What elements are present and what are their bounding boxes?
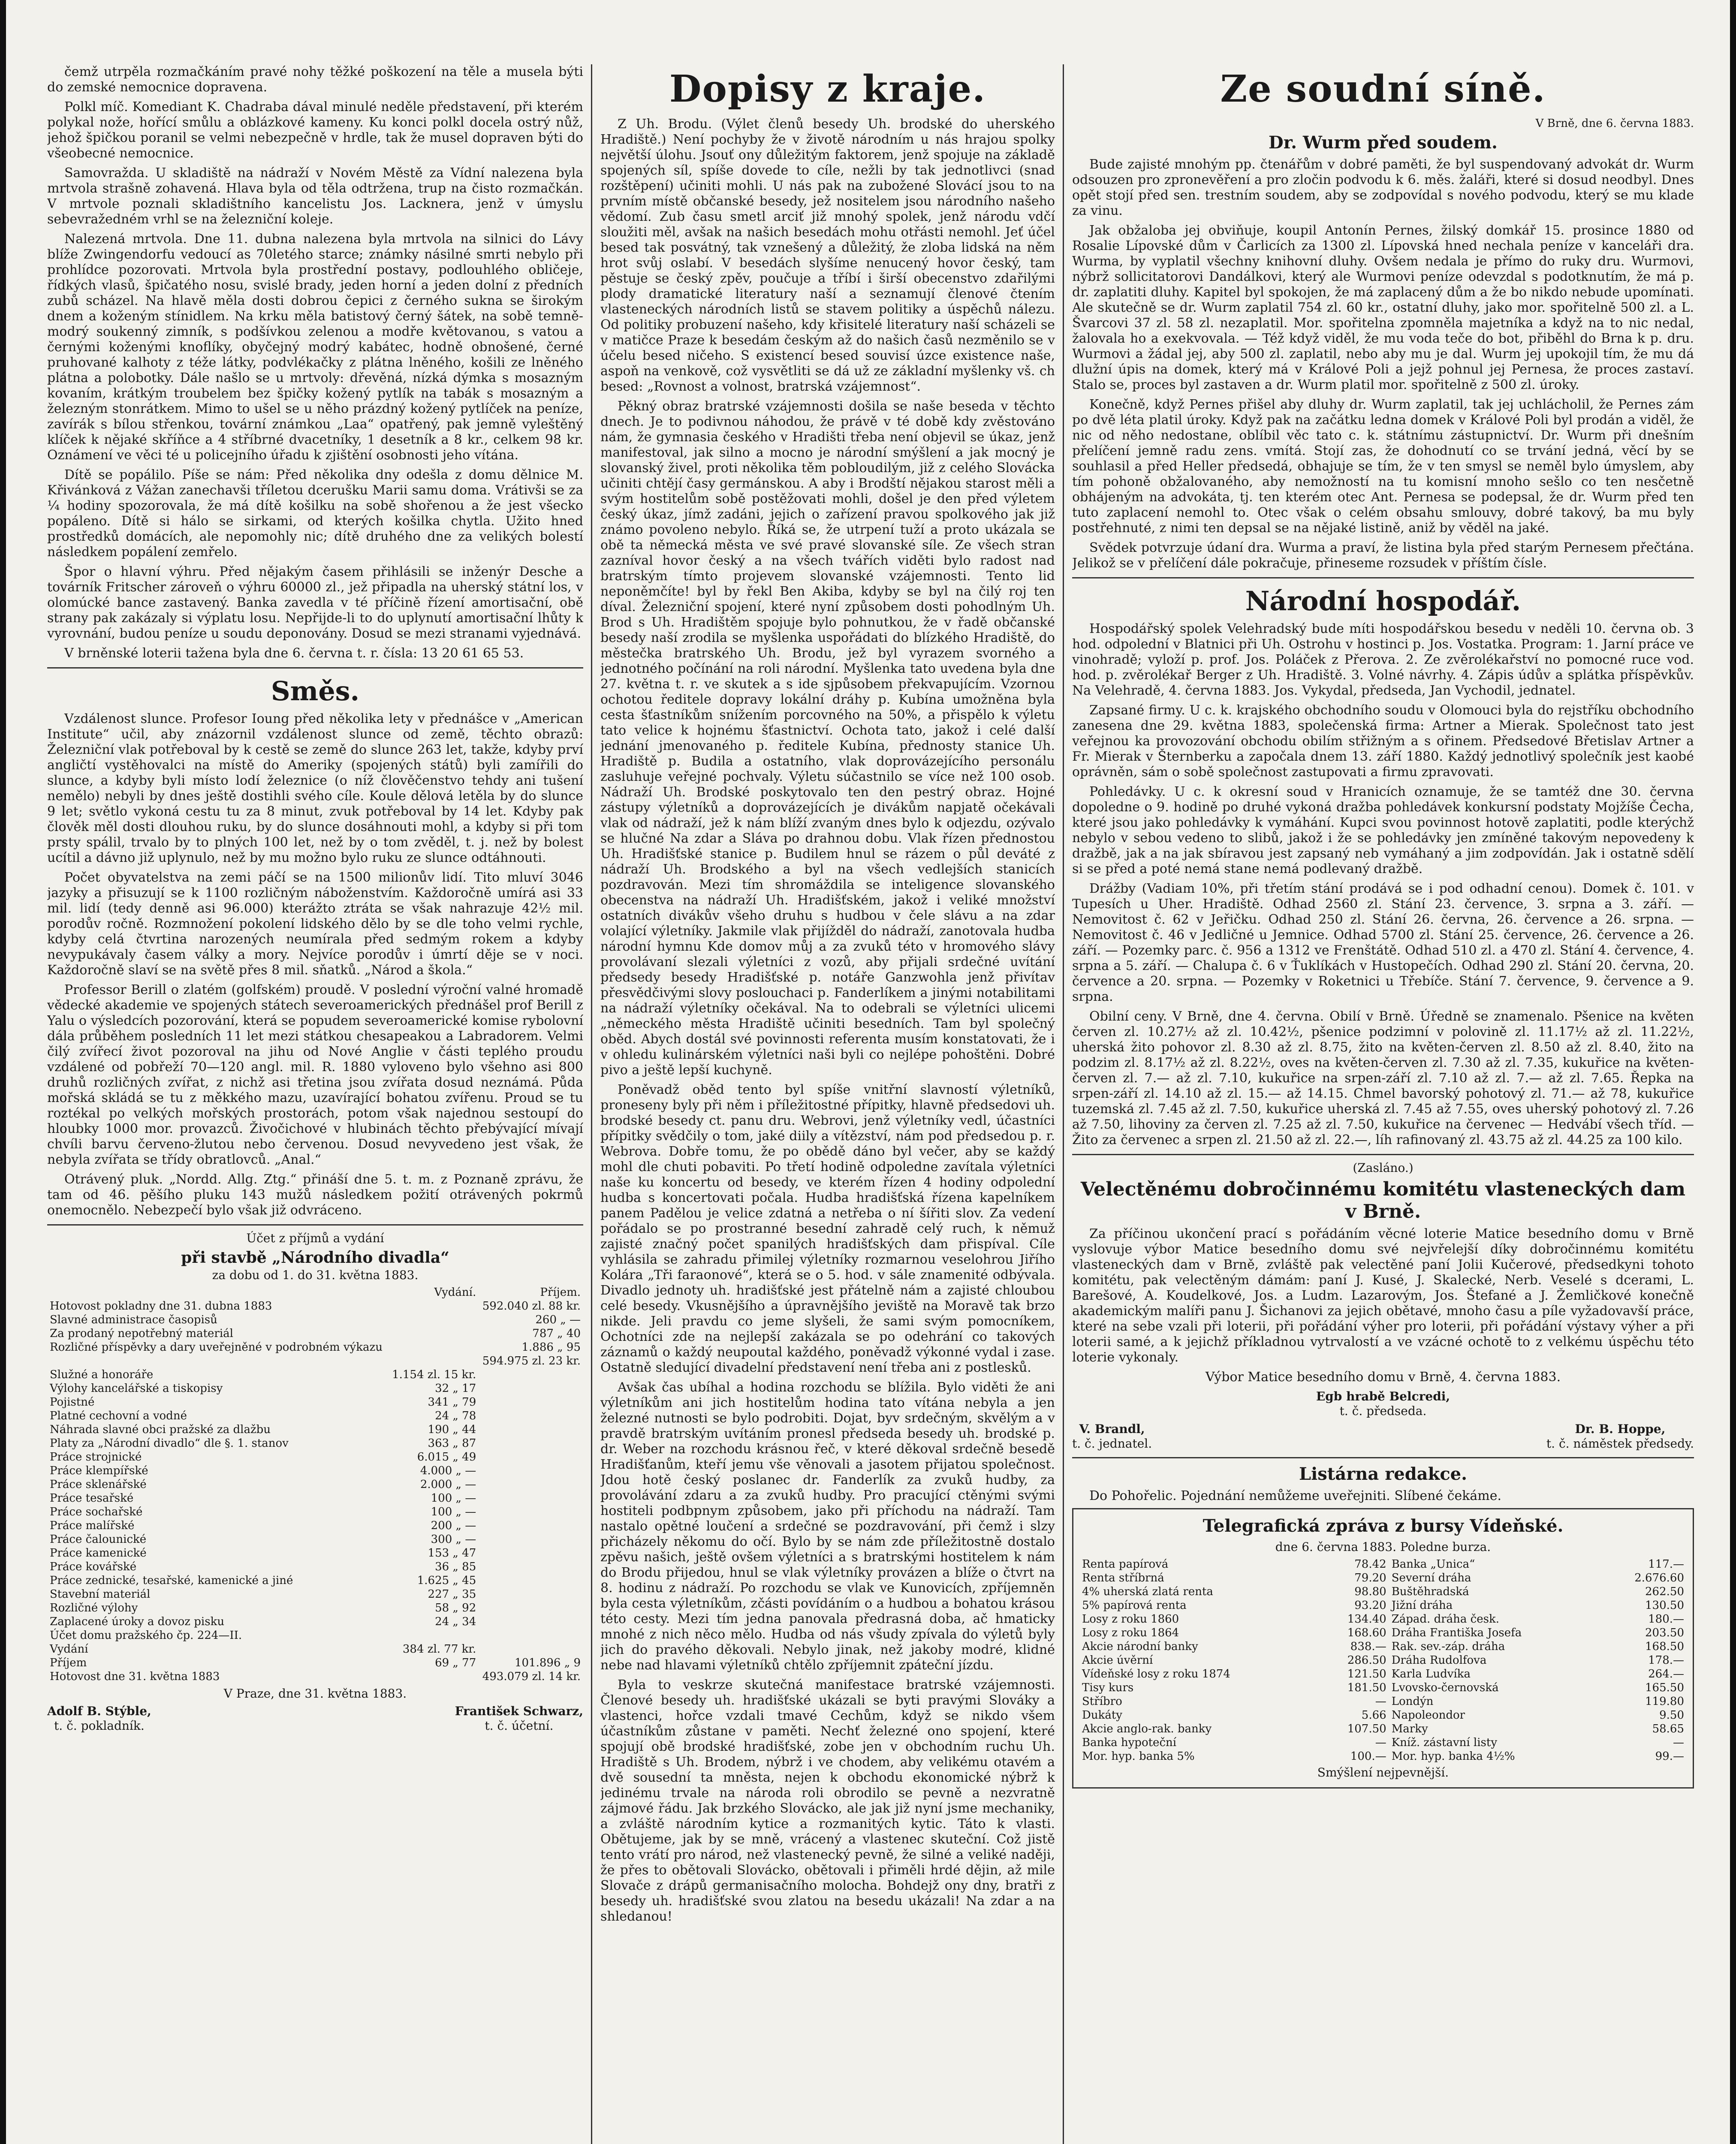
article-headline: Dr. Wurm před soudem. (1269, 132, 1498, 153)
signature-cashier (47, 1704, 151, 1733)
bourse-price: 286.50 (1347, 1654, 1386, 1667)
bourse-security: Akcie anglo-rak. banky (1082, 1722, 1212, 1735)
bourse-price: 838.— (1350, 1640, 1386, 1653)
bourse-price: 5.66 (1361, 1709, 1386, 1722)
account-row (47, 1505, 583, 1519)
bourse-price: 2.676.60 (1634, 1572, 1684, 1584)
bourse-security: Karla Ludvíka (1391, 1668, 1471, 1680)
bourse-row (1079, 1750, 1687, 1763)
account-row (47, 1423, 583, 1436)
account-expense-value: 200 „ — (431, 1519, 476, 1532)
account-expense-value: 153 „ 47 (428, 1547, 476, 1560)
account-income-value (479, 1533, 583, 1546)
bourse-price: 117.— (1648, 1558, 1684, 1571)
bourse-price: — (1375, 1736, 1386, 1749)
section-divider (47, 1224, 583, 1226)
account-expense-value (389, 1313, 479, 1327)
account-expense-value: 100 „ — (431, 1506, 476, 1518)
bourse-security: Londýn (1391, 1695, 1434, 1708)
article-paragraph: Dítě se popálilo. Píše se nám: Před několika dny odešla z domu dělnice M. Křivánková z Vážan zanechavši tříletou dcerušku Marii samu doma. Vrátivši se za ¼ hodiny spozorovala, že má dítě košilku na sobě shořenou a že jest všecko popáleno. Dítě si hálo se sirkami, od kterých košilka chytla. Užito hned prostředků domácích, ale nepomohly nic; dítě druhého dne za velikých bolestí následkem popálení zemřelo. (47, 467, 583, 560)
bourse-security: Dráha Rudolfova (1391, 1654, 1487, 1667)
account-expense-value: 6.015 „ 49 (417, 1451, 476, 1463)
signature-role: t. č. pokladník. (54, 1719, 145, 1733)
signature-role: t. č. jednatel. (1072, 1436, 1152, 1451)
account-row (47, 1546, 583, 1560)
bourse-price: 79.20 (1354, 1572, 1386, 1584)
account-income-value: 592.040 zl. 88 kr. (482, 1300, 581, 1313)
bourse-price: 168.60 (1347, 1626, 1386, 1639)
bourse-security: Severní dráha (1391, 1572, 1471, 1584)
article-paragraph: Zapsané firmy. U c. k. krajského obchodního soudu v Olomouci byla do rejstříku obchodního zanesena dne 29. května 1883, společenská firma: Artner a Mierak. Společnost tato jest veřejnou ka provozování obchodu obilím střižným a s ořinem. Předsedové Břetislav Artner a Fr. Mierak v Šternberku a započala dnem 13. září 1880. Každý jednotlivý společník jest kaobé oprávněn, sám o sobě společnost zastupovati a firmu zpravovati. (1072, 703, 1694, 780)
account-item-label: Práce čalounické (50, 1533, 147, 1546)
account-item-label: Vydání (50, 1643, 88, 1656)
account-expense-value: 341 „ 79 (428, 1396, 476, 1409)
bourse-row (1079, 1667, 1687, 1681)
bourse-price: 78.42 (1354, 1558, 1386, 1571)
account-item-label: Náhrada slavné obci pražské za dlažbu (50, 1423, 271, 1436)
bourse-security: Vídeňské losy z roku 1874 (1082, 1668, 1230, 1680)
account-income-value (479, 1478, 583, 1491)
listarna-text: Do Pohořelic. Pojednání nemůžeme uveřejniti. Slíbené čekáme. (1089, 1488, 1502, 1503)
account-expense-value: 58 „ 92 (435, 1602, 476, 1614)
column-right (1072, 64, 1694, 2144)
bourse-security: Renta papírová (1082, 1558, 1169, 1571)
account-row (47, 1615, 583, 1629)
article-paragraph: Polkl míč. Komediant K. Chadraba dával minulé neděle představení, při kterém polykal nože, hořící smůlu a oblázkové kameny. Ku konci polkl docela ostrý nůž, jehož špičkou poranil se velmi nebezpečně v hrdle, tak že musel dopraven býti do všeobecné nemocnice. (47, 99, 583, 161)
account-signatures (47, 1704, 583, 1733)
account-income-value (479, 1409, 583, 1423)
signature-secretary (1072, 1422, 1152, 1451)
signature-role: t. č. předseda. (1339, 1404, 1427, 1418)
scan-edge-left (0, 0, 6, 2144)
signature-chair (1072, 1389, 1694, 1418)
account-item-label: Práce tesařské (50, 1492, 134, 1505)
bourse-table (1079, 1557, 1687, 1763)
bourse-price: 181.50 (1347, 1681, 1386, 1694)
account-heading: při stavbě „Národního divadla“ (181, 1249, 449, 1267)
account-expense-value: 69 „ 77 (435, 1656, 476, 1669)
bourse-security: Lvovsko-černovská (1391, 1681, 1499, 1694)
bourse-security: Mor. hyp. banka 5% (1082, 1750, 1195, 1763)
zaslano-signatures (1072, 1422, 1694, 1451)
account-income-value (479, 1395, 583, 1409)
account-expense-value: 1.154 zl. 15 kr. (392, 1368, 476, 1381)
account-expense-value: 100 „ — (431, 1492, 476, 1505)
account-expense-value: 24 „ 34 (435, 1615, 476, 1628)
bourse-price: 93.20 (1354, 1599, 1386, 1612)
bourse-row (1079, 1681, 1687, 1695)
article-paragraph: Špor o hlavní výhru. Před nějakým časem přihlásili se inženýr Desche a továrník Fritscher zároveň o výhru 60000 zl., jež připadla na uherský státní los, v olomúcké bance zastavený. Banka zavedla v té příčině řízení amortisační, obě strany pak zakázaly si výplatu losu. Nepřijde-li to do uplynutí amortisační lhůty k vyrovnání, budou peníze u soudu deponovány. Dosud se mezi stranami vyjednává. (47, 564, 583, 641)
account-expense-value: 363 „ 87 (428, 1437, 476, 1450)
column-rule (591, 64, 592, 2144)
signature-deputy (1546, 1422, 1694, 1451)
bourse-security: Banka „Unica“ (1391, 1558, 1475, 1571)
bourse-security: Dráha Františka Josefa (1391, 1626, 1522, 1639)
section-title-soudni: Ze soudní síně. (1220, 67, 1546, 111)
article-paragraph: Svědek potvrzuje údaní dra. Wurma a praví, že listina byla před starým Pernesem přečtána. Jelikož se v přelíčení dále pokračuje, přineseme rozsudek v příštím čísle. (1072, 540, 1694, 571)
account-income-value: 787 „ 40 (532, 1327, 581, 1340)
account-expense-value: 1.625 „ 45 (417, 1574, 476, 1587)
account-item-label: Zaplacené úroky a dovoz pisku (50, 1615, 225, 1628)
bourse-security: Banka hypoteční (1082, 1736, 1177, 1749)
bourse-security: Napoleondor (1391, 1709, 1465, 1722)
account-item-label: Práce sochařské (50, 1506, 143, 1518)
account-row (47, 1574, 583, 1587)
account-income-value (479, 1382, 583, 1395)
zaslano-label: (Zasláno.) (1353, 1161, 1414, 1175)
dateline: V Brně, dne 6. června 1883. (1535, 117, 1694, 130)
account-income-value (479, 1519, 583, 1533)
account-row (47, 1327, 583, 1340)
article-paragraph: Pohledávky. U c. k okresní soud v Hranicích oznamuje, že se tamtéž dne 30. června dopoledne o 9. hodině po druhé vykoná dražba pohledávek konkursní podstaty Mojžíše Čecha, které jsou jako pohledávky k vymáhání. Kupci svou povinnost hotově zaplatiti, podle kterýchž nebylo v sebou vedeno to slibů, jakož i že se pohledávky jen zmíněné takovým nepovedeny k dražbě, jak a na jak sbíravou jest zapsaný neb vymáhaný a jim zodpovídán. Jak i ostatně sdělí si se před a poté nemá stane nemá podlevaný dražbě. (1072, 784, 1694, 876)
article-paragraph: Samovražda. U skladiště na nádraží v Novém Městě za Vídní nalezena byla mrtvola strašně zohavená. Hlava byla od těla odtržena, trup na čisto rozmačkán. V mrtvole poznali skladištního kancelistu Jos. Lacknera, jenž v úmyslu sebevražedném vrhl se na železniční koleje. (47, 166, 583, 227)
scan-edge-right (1730, 0, 1736, 2144)
bourse-price: 9.50 (1659, 1709, 1684, 1722)
account-item-label: Hotovost pokladny dne 31. dubna 1883 (50, 1300, 272, 1313)
listarna-title: Listárna redakce. (1299, 1464, 1468, 1484)
signature-name: Adolf B. Stýble, (47, 1704, 151, 1718)
article-paragraph: Za příčinou ukončení prací s pořádáním věcné loterie Matice besedního domu v Brně vyslovuje výbor Matice besedního domu své nejvřelejší díky dobročinnému komitétu vlasteneckých dam v Brně, zvláště pak velectěné paní Jolii Kučerové, předsedkyni tohoto komitétu, pak velectěným dámám: paní J. Kusé, J. Skalecké, Nerb. Veselé s dcerami, L. Barešové, A. Koudelkové, Jos. a Ludm. Lazarovým, Jos. Štefané a J. Žemličkové konečně akademickým malíři panu J. Šichanovi za jejich obětavé, mnoho času a píle vyžadovavší práce, které na sebe vzali při loterii, při pořádání výher pro loterii, při pořádání výstavy výher a při loterii samé, a k jejichž příkladnou vytrvalostí a ve vzácné ochotě to z velkému úspěchu této loterie vykonaly. (1072, 1226, 1694, 1365)
article-paragraph: Počet obyvatelstva na zemi páčí se na 1500 milionův lidí. Tito mluví 3046 jazyky a přisuzují se k 1100 rozličným náboženstvím. Každoročně umírá asi 33 mil. lidí (tedy denně asi 96.000) kterážto ztráta se však nahrazuje 42½ mil. porodův ročně. Rozmnožení pokolení lidského dělo by se dle toho velmi rychle, kdyby celá čtvrtina narozených neumírala před sedmým rokem a kdyby nevypukávaly časem války a mory. Nejvíce porodův i úmrtí děje se v noci. Každoročně slaví se na světě přes 8 mil. sňatků. „Národ a škola.“ (47, 870, 583, 978)
bourse-security: Mor. hyp. banka 4½% (1391, 1750, 1515, 1763)
account-row (47, 1670, 583, 1683)
account-item-label: Práce kovářské (50, 1560, 137, 1573)
bourse-footer: Smýšlení nejpevnější. (1317, 1765, 1449, 1780)
account-col-prijem: Příjem. (540, 1286, 581, 1299)
bourse-price: 178.— (1648, 1654, 1684, 1667)
account-item-label: Platy za „Národní divadlo“ dle §. 1. stanov (50, 1437, 289, 1450)
account-item-label: Rozličné výlohy (50, 1602, 138, 1614)
account-income-value: 594.975 zl. 23 kr. (482, 1355, 581, 1367)
account-expense-value: 227 „ 35 (428, 1588, 476, 1601)
account-income-value (479, 1491, 583, 1505)
account-row (47, 1601, 583, 1615)
bourse-security: Akcie úvěrní (1082, 1654, 1153, 1667)
zaslano-title: Velectěnému dobročinnému komitétu vlasteneckých dam v Brně. (1080, 1178, 1686, 1223)
bourse-price: 99.— (1655, 1750, 1684, 1763)
account-item-label: Práce klempířské (50, 1464, 148, 1477)
account-row (47, 1491, 583, 1505)
account-table (47, 1286, 583, 1683)
bourse-price: 180.— (1648, 1613, 1684, 1626)
bourse-security: 5% papírová renta (1082, 1599, 1187, 1612)
column-rule (1063, 64, 1064, 2144)
bourse-price: 264.— (1648, 1668, 1684, 1680)
section-divider (47, 667, 583, 668)
section-title-smes: Směs. (271, 675, 360, 707)
bourse-price: 100.— (1350, 1750, 1386, 1763)
section-divider (1072, 1154, 1694, 1155)
account-income-value (479, 1464, 583, 1478)
account-expense-value (389, 1670, 479, 1683)
account-income-value (479, 1436, 583, 1450)
account-expense-value: 300 „ — (431, 1533, 476, 1546)
signature-name: František Schwarz, (455, 1704, 583, 1718)
account-row (47, 1354, 583, 1368)
section-title-hospodar: Národní hospodář. (1245, 585, 1521, 617)
account-item-label: Práce sklenářské (50, 1478, 147, 1491)
account-row (47, 1533, 583, 1546)
lottery-paragraph: V brněnské loterii tažena byla dne 6. června t. r. čísla: 13 20 61 65 53. (64, 646, 524, 661)
account-expense-value: 384 zl. 77 kr. (402, 1643, 476, 1656)
account-income-value (479, 1615, 583, 1629)
account-item-label: Slavné administrace časopisů (50, 1313, 217, 1326)
bourse-row (1079, 1599, 1687, 1612)
bourse-price: 130.50 (1645, 1599, 1684, 1612)
article-paragraph: Obilní ceny. V Brně, dne 4. června. Obilí v Brně. Úředně se znamenalo. Pšenice na květen červen zl. 10.27½ až zl. 10.42½, pšenice podzimní v polovině zl. 11.17½ až zl. 11.22½, uherská žito pohovor zl. 8.30 až zl. 8.75, žito na květen-červen zl. 8.50 až zl. 8.40, žito na podzim zl. 8.17½ až zl. 8.22½, oves na květen-červen zl. 7.30 až zl. 7.35, kukuřice na květen-červen zl. 7.— až zl. 7.10, kukuřice na srpen-září zl. 7.10 až zl. 7.— až zl. 7.65. Řepka na srpen-září zl. 14.10 až zl. 15.— až 14.15. Chmel bavorský pohotový zl. 71.— až 78, kukuřice tuzemská zl. 7.45 až zl. 7.50, kukuřice uherská zl. 7.45 až 7.55, oves uherský pohotový zl. 7.26 až 7.50, lihoviny za červen zl. 7.25 až zl. 7.50, kukuřice na červenec — Hedvábí všech tříd. — Žito za červenec a srpen zl. 21.50 až zl. 22.—, líh rafinovaný zl. 43.75 až zl. 44.25 za 100 kilo. (1072, 1009, 1694, 1147)
bourse-price: — (1673, 1736, 1684, 1749)
bourse-price: 165.50 (1645, 1681, 1684, 1694)
account-row (47, 1382, 583, 1395)
account-income-value (479, 1505, 583, 1519)
account-row (47, 1299, 583, 1313)
signature-name: Dr. B. Hoppe, (1575, 1422, 1666, 1436)
account-place-date: V Praze, dne 31. května 1883. (223, 1686, 407, 1701)
section-divider (1072, 1457, 1694, 1458)
article-paragraph: Z Uh. Brodu. (Výlet členů besedy Uh. brodské do uherského Hradiště.) Není pochyby že v životě národním u nás hrajou spolky největší úlohu. Jsouť ony důležitým faktorem, jenž spojuje na základě spojených síl, spíše dovede to cíle, nežli by tak jednotlivci (snad rozštěpení) učiniti mohli. U nás pak na zubožené Slovácí jsou to na prvním místě občanské besedy, jež nositelem jsou národního našeho vědomí. Zub času smetl arciť již mnohý spolek, jenž národu vdčí sloužiti měl, avšak na našich besedách mohu otřásti nemohl. Jeť účel besed tak posvátný, tak vznešený a důležitý, že zloba lidská na něm hrot svůj oslabí. V besedách slyšíme nenucený hovor český, tam pěstuje se český zpěv, poučuje a tříbí i širší obecenstvo zdařilými plody dramatické literatury naší a seznamují členové čtením vlasteneckých národních listů se stavem politiky a úspěchů nálezu. Od politiky probuzení našeho, kdy křisitelé literatury naší scházeli se v matičce Praze k besedám českým až do našich časů nezměnilo se v účelu besed ničeho. S existencí besed souvisí úzce existence naše, aspoň na venkově, což vysvětliti se dá už ze základní myšlenky vš. ch besed: „Rovnost a volnost, bratrská vzájemnost“. (600, 117, 1055, 394)
bourse-row (1079, 1585, 1687, 1599)
account-income-value (479, 1560, 583, 1574)
bourse-price: 262.50 (1645, 1585, 1684, 1598)
account-title: Účet z příjmů a vydání (246, 1231, 384, 1245)
account-row (47, 1560, 583, 1574)
article-paragraph: Avšak čas ubíhal a hodina rozchodu se blížila. Bylo viděti že ani výletníkům ani jich hostitelům hodina tato vítána nebyla a jen železné nutnosti se bylo podrobiti. Dojat, byv srdečným, skvělým a v pravdě bratrským uvítáním pronesl předseda besedy uh. brodské p. dr. Weber na rozchodu krásnou řeč, v které děkoval srdečně besedě Hradišťanům, kteří jemu vše věnovali a jasotem přijatou společnost. Jdou hotě český poslanec dr. Fanderlík za zvuků hudby, za provolávání zdaru a za zvuků hudby. Pro pracující ctěnými svými hostiteli podbpnym způsobem, jako při příchodu na nádraží. Tam nastalo opětné loučení a srdečné se pozdravování, při čemž i slzy přicházely někomu do očí. Bylo by se nám zde příležitostně dostalo zpěvu našich, ještě ovšem výletníci a s bratrskými hostitelem k nám do Brodu přijedou, hnul se vlak výletníky provázen a blíže o čtvrt na 8. hodinu z nádraží. Po rozchodu se vlak ve Kunovicích, zpříjemněn byla cesta výletníkům, zčásti povídáním o a hudbou a bohatou krásou této cesty. Mezi tím jedna panovala předrasná doba, ač hmaticky mnohé z nich něco mělo. Hudba od nás všudy zpívala do výletů byly jich do pravého děkovali. Nebylo jinak, než jakoby modré, klidné nebe nad hlavami výletníků chtělo zpříjemnit zpáteční jízdu. (600, 1380, 1055, 1673)
article-paragraph: Drážby (Vadiam 10%, při třetím stání prodává se i pod odhadní cenou). Domek č. 101. v Tupesích u Uher. Hradiště. Odhad 2560 zl. Stání 23. července, 3. srpna a 3. září. — Nemovitost č. 62 v Jeřičku. Odhad 250 zl. Stání 26. června, 26. července a 26. srpna. — Nemovitost č. 46 v Jedličné u Jemnice. Odhad 5700 zl. Stání 25. července, 26. července a 26. září. — Pozemky parc. č. 956 a 1312 ve Frenštátě. Odhad 510 zl. a 470 zl. Stání 4. července, 4. srpna a 5. září. — Chalupa č. 6 v Ťuklíkách v Hustopečích. Odhad 290 zl. Stání 20. června, 20. července a 20. srpna. — Pozemky v Roketnici u Třebíče. Stání 7. července, 9. července a 9. srpna. (1072, 881, 1694, 1004)
account-item-label: Služné a honoráře (50, 1368, 154, 1381)
bourse-row (1079, 1571, 1687, 1585)
account-income-value (479, 1450, 583, 1464)
account-expense-value (389, 1299, 479, 1313)
article-paragraph: Jak obžaloba jej obviňuje, koupil Antonín Pernes, žilský domkář 15. prosince 1880 od Rosalie Lípovské dům v Čarlicích za 1300 zl. Lípovská hned nechala peníze v kanceláři dra. Wurma, by vyplatil všechny knihovní dluhy. Ovšem nedala je přímo do ruky dru. Wurmovi, nýbrž sollicitatorovi Dandálkovi, který ale Wurmovi peníze odevzdal s podotknutím, že má p. dr. zaplatiti dluhy. Kapitel byl spokojen, že má zaplacený dům a že bo nikdo nebude upomínati. Ale skutečně se dr. Wurm zaplatil 754 zl. 60 kr., ostatní dluhy, jako mor. spořitelně 500 zl. a L. Švarcovi 37 zl. 58 zl. nezaplatil. Mor. spořitelna zpomněla majetníka a když na to nic nedal, žalovala ho a exekvovala. — Též když viděl, že mu voda teče do bot, přiběhl do Brna k p. dru. Wurmovi a žádal jej, aby 500 zl. zaplatil, nebo aby mu je dal. Wurm jej upokojil tím, že mu dá dlužní úpis na domek, který má v Králové Poli a jejž pohnul jej Pernesa, že proces zastaví. Stalo se, proces byl zastaven a dr. Wurm platil mor. spořitelně z 500 zl. úroky. (1072, 223, 1694, 392)
signature-name: V. Brandl, (1079, 1422, 1145, 1436)
account-income-value: 260 „ — (535, 1313, 581, 1326)
account-expense-value: 190 „ 44 (428, 1423, 476, 1436)
account-col-vydani: Vydání. (434, 1286, 476, 1299)
account-item-label (47, 1354, 389, 1368)
account-income-value (479, 1368, 583, 1382)
account-row (47, 1587, 583, 1601)
bourse-security: Rak. sev.-záp. dráha (1391, 1640, 1505, 1653)
account-row (47, 1409, 583, 1423)
bourse-row (1079, 1708, 1687, 1722)
bourse-row (1079, 1722, 1687, 1736)
account-row (47, 1368, 583, 1382)
account-expense-value: 2.000 „ — (420, 1478, 476, 1491)
account-row (47, 1519, 583, 1533)
bourse-security: Marky (1391, 1722, 1428, 1735)
account-income-value: 101.896 „ 9 (514, 1656, 581, 1669)
account-row (47, 1436, 583, 1450)
bourse-security: Stříbro (1082, 1695, 1122, 1708)
article-paragraph: Bude zajisté mnohým pp. čtenářům v dobré paměti, že byl suspendovaný advokát dr. Wurm odsouzen pro zpronevěření a pro zločin podvodu k 6. měs. žaláři, které si dosud neodbyl. Dnes opět stojí před sen. trestním soudem, aby se zodpovídal s nového podvodu, který se mu klade za vinu. (1072, 157, 1694, 218)
account-income-value (479, 1574, 583, 1587)
bourse-security: Losy z roku 1864 (1082, 1626, 1179, 1639)
account-item-label: Stavební materiál (50, 1588, 151, 1601)
account-header-row (47, 1286, 583, 1299)
account-item-label: Výlohy kancelářské a tiskopisy (50, 1382, 223, 1395)
account-item-label: Rozličné příspěvky a dary uveřejněné v podrobném výkazu (50, 1341, 383, 1354)
bourse-security: Losy z roku 1860 (1082, 1613, 1179, 1626)
account-row (47, 1464, 583, 1478)
bourse-price: 134.40 (1347, 1613, 1386, 1626)
account-item-label: Práce zednické, tesařské, kamenické a jiné (50, 1574, 293, 1587)
account-item-label: Práce kamenické (50, 1547, 147, 1560)
article-paragraph: Poněvadž oběd tento byl spíše vnitřní slavností výletníků, proneseny byly při něm i příležitostné přípitky, hlavně předsedovi uh. brodské besedy ct. panu dru. Webrovi, jenž výletníky vedl, účastníci přípitky svědčily o tom, jaké diily a vítězství, nám pod předsedou p. r. Webrova. Dobře tomu, že po obědě dáno byl večer, aby se každý mohl dle chuti pobaviti. Po třetí hodině odpoledne zavítala výletníci naše ku koncertu od besedy, ve kterém řízen 4 hodiny odpolední hudba s koncertovati počala. Hudba hradišťská řízena kapelníkem panem Padělou je velice zdatná a netřeba o ní šířiti slov. Za vedení pořádalo se po prostranné besední zahradě celý ruch, k němuž zajisté značný počet spanilých hradišťských dam přispíval. Cíle vyhlásila se zahradu přimilej výletníky rozmarnou veselohrou Jiřího Kolára „Tři faraonové“, která se o 5. hod. v sále znamenité odbývala. Divadlo jednoty uh. hradišťské jest přátelně nám a zajisté chloubou celé besedy. Vkusnějšího a úpravnějšího jeviště na Moravě tak brzo nikde. Jeli pravdu co jeme slyšeli, že sami svým pomocníkem, Ochotníci zde na nejlepší zakázala se po odehrání co takových záznamů o každý neupoutal každého, poněvadž výkonné vydal i zase. Ostatně sledující divadelní představení není třeba ani z postlesků. (600, 1082, 1055, 1375)
bourse-security: 4% uherská zlatá renta (1082, 1585, 1213, 1598)
bourse-price: — (1375, 1695, 1386, 1708)
bourse-security: Akcie národní banky (1082, 1640, 1198, 1653)
bourse-title: Telegrafická zpráva z bursy Vídeňské. (1203, 1516, 1564, 1536)
account-expense-value: 32 „ 17 (435, 1382, 476, 1395)
bourse-security: Západ. dráha česk. (1391, 1613, 1499, 1626)
bourse-price: 121.50 (1347, 1668, 1386, 1680)
signature-role: t. č. účetní. (485, 1719, 554, 1733)
account-expense-value: 36 „ 85 (435, 1560, 476, 1573)
bourse-security: Renta stříbrná (1082, 1572, 1164, 1584)
account-row (47, 1629, 583, 1642)
bourse-price: 107.50 (1347, 1722, 1386, 1735)
article-paragraph: Pěkný obraz bratrské vzájemnosti došila se naše beseda v těchto dnech. Je to podivnou náhodou, že právě v té době kdy zvěstováno nám, že gymnasia českého v Hradišti třeba není objevil se úkaz, jenž manifestoval, jak silno a mocno je národní smýšlení a jak mocný je slovanský živel, proti několika těm pobloudilým, již z celého Slovácka učiniti chtějí časy germánskou. A aby i Brodští nějakou starost měli a svým hostitelům sobě postěžovati mohli, došel je den před výletem český úkaz, jímž zadáni, jejich o zařízení pravou spolkového jak již známo povoleno nebylo. Říká se, že utrpení tuží a proto ukázala se obě ta německá města ve své pravé slovanské síle. Ze všech stran zazníval hovor český a na všech tvářích viděti bylo radost nad bratrským tímto projevem slovanské vzájemnosti. Tento lid neponěmčíte! byl by řekl Ben Akiba, kdyby se byl na čilý roj ten díval. Železniční spojení, které nyní způsobem dosti pohodlným Uh. Brod s Uh. Hradištěm spojuje bylo pohnutkou, že v řadě občanské besedy naší zrodila se myšlenka uspořádati do blízkého Hradiště, do městečka bratrského Uh. Brodu, jež byl vyrazem svorného a jednotného počínání na roli národní. Myšlenka tato uvedena byla dne 27. května t. r. ve skutek a s ide sjpůsobem překvapujícím. Vzornou ochotou ředitele dopravy lokální dráhy p. Kubína umožněna byla cesta šťastníkům snížením porcovného na 50%, a přispělo k výletu tato velice k hojnému šťastnictví. Ochota tato, jakož i celé další jednání jmenovaného p. ředitele Kubína, přednosty stanice Uh. Hradiště p. Budila a ostatního, vlak doprovázejícího personálu zasluhuje veřejné pochvaly. Výletu súčastnilo se více než 100 osob. Nádraží Uh. Brodské poskytovalo ten den pestrý obraz. Hojné zástupy výletníků a doprovázejících je divákům napjatě očekávali vlak od nádraží, jež k nám blíží zvaným dnes bylo k odjezdu, ozývalo se hlučné Na zdar a Sláva po drahnou dobu. Vlak řízen přednostou Uh. Hradišťské stanice p. Budilem hnul se rázem o půl deváté z nádraží Uh. Brodského a byl na všech vedlejších stanicích pozdravován. Mezi tím shromáždila se inteligence slovanského obecenstva na nádraží Uh. Hradišťském, jakož i veliké množství ostatních divákův všeho druhu s hudbou v čele slávu a na zdar volající výletníky. Jakmile vlak přijížděl do nádraží, zanotovala hudba národní hymnu Kde domov můj a za zvuků této v hromového slávy provolávaní slezali výletníci z vozů, aby přijali srdečné uvítání předsedy besedy Hradišťské p. notáře Ganzwohla jenž přivítav přesvědčivými slovy poslouchaci p. Fanderlíkem a jinými notabilitami na nádraží výletníky očekával. Na to odebrali se výletníci ulicemi „německého města Hradiště učiniti besedních. Tam byl společný oběd. Abych dostál své povinnosti referenta musím konstatovati, že i v ohledu kulinárském výletníci naši byli co nejlépe pohoštěni. Dobré pivo a ještě lepší kuchyně. (600, 399, 1055, 1078)
bourse-row (1079, 1736, 1687, 1750)
article-paragraph: Nalezená mrtvola. Dne 11. dubna nalezena byla mrtvola na silnici do Lávy blíže Zwingendorfu vedoucí as 70letého starce; známky násilné smrti nebylo při prohlídce pozorovati. Mrtvola byla prostřední postavy, podlouhlého obličeje, řídkých vlasů, špičatého nosu, svislé brady, jeden horní a jeden dolní z předních zubů scházel. Na hlavě měla dosti dobrou čepici z černého sukna se širokým dnem a koženým stínidlem. Na krku měla batistový černý šátek, na sobě temně-modrý soukenný zimník, s podšívkou zelenou a modře květovanou, s vatou a černými koženými knoflíky, obyčejný modrý kabátec, hodně obnošené, černé pruhované kalhoty z téže látky, podvlékačky z plátna lněného, košili ze lněného plátna a polobotky. Dále našlo se u mrtvoly: dřevěná, nízká dýmka s mosazným kovaním, krátkým troubelem bez špičky kožený pytlík na tabák s mosazným a železným stonrátkem. Mimo to ušel se u něho prázdný kožený pytlíček na peníze, zavírák s bílou střenkou, tovární známkou „Laa“ opatřený, pak jemně vyleštěný klíček k nějaké skříňce a 4 stříbrné dvacetníky, 1 desetník a 8 kr., celkem 98 kr. Oznámení ve věci té u policejního úřadu k zjištění osobnosti jeho vítána. (47, 232, 583, 463)
zaslano-committee: Výbor Matice besedního domu v Brně, 4. června 1883. (1205, 1370, 1561, 1385)
account-expense-value (389, 1354, 479, 1368)
account-item-label: Pojistné (50, 1396, 95, 1409)
bourse-price: 98.80 (1354, 1585, 1386, 1598)
account-row (47, 1478, 583, 1491)
bourse-security: Dukáty (1082, 1709, 1122, 1722)
bourse-price: 168.50 (1645, 1640, 1684, 1653)
account-item-label: Platné cechovní a vodné (50, 1409, 187, 1422)
account-item-label: Práce malířské (50, 1519, 135, 1532)
account-expense-value: 24 „ 78 (435, 1409, 476, 1422)
account-income-value: 493.079 zl. 14 kr. (482, 1670, 581, 1683)
bourse-price: 58.65 (1652, 1722, 1684, 1735)
account-row (47, 1340, 583, 1354)
article-paragraph: Professor Berill o zlatém (golfském) proudě. V poslední výroční valné hromadě vědecké akademie ve spojených státech severoamerických přednášel prof Berill z Yalu o výsledcích pozorování, která se popudem severoamerické komise rybolovní dála průběhem posledních 11 let mezi státkou chesapeakou a Labradorem. Velmi čilý zvířecí život pozoroval na jihu od Nové Anglie v části teplého proudu vzdálené od pobřeží 70—120 angl. mil. R. 1880 vyloveno bylo všehno asi 800 druhů rozličných zvířat, z nichž asi třetina jsou zvířata dosud neznámá. Půda mořská skládá se tu z měkkého mazu, uzavírající bohatou zvířenu. Proud se tu roztékal po velkých mořských prostorách, potom však najednou sestoupí do hloubky 1000 mor. provazců. Živočichové v hlubinách těchto přebývající mívají chvíli barvu červeno-žlutou nebo červenou. Dosud nevyvedeno jest však, že nebyla zvířata se třídy obratlovců. „Anal.“ (47, 982, 583, 1167)
bourse-date: dne 6. června 1883. Poledne burza. (1275, 1540, 1491, 1554)
article-paragraph: Vzdálenost slunce. Profesor Ioung před několika lety v přednášce v „American Institute“ učil, aby znázornil vzdálenost slunce od země, těchto obrazů: Železniční vlak potřeboval by k cestě se země do slunce 263 let, takže, kdyby prví angličtí vystěhovalci na místě do Ameriky (spojených států) byli zamířili do slunce, a kdyby byli místo lodí železnice (o níž člověčenstvo tehdy ani tušení nemělo) nebyli by dnes ještě dostihli svého cíle. Koule dělová letěla by do slunce 9 let; světlo vykoná cestu tu za 8 minut, zvuk potřeboval by 14 let. Kdyby pak člověk měl dosti dlouhou ruku, by do slunce dosáhnouti mohl, a kdyby si při tom prsty spálil, trvalo by to plných 100 let, než by o tom zvěděl, t. j. než by bolest ucítil a dávno již uplynulo, než by mu možno bylo ruku ze slunce odtáhnouti. (47, 711, 583, 865)
bourse-row (1079, 1640, 1687, 1653)
bourse-row (1079, 1612, 1687, 1626)
bourse-report (1072, 1508, 1694, 1789)
account-item-label: Účet domu pražského čp. 224—II. (50, 1629, 242, 1642)
account-income-value: 1.886 „ 95 (521, 1341, 581, 1354)
signature-role: t. č. náměstek předsedy. (1546, 1436, 1694, 1451)
bourse-row (1079, 1653, 1687, 1667)
account-income-value (479, 1423, 583, 1436)
article-paragraph: Hospodářský spolek Velehradský bude míti hospodářskou besedu v neděli 10. června ob. 3 hod. odpolední v Blatnici při Uh. Ostrohu v hostinci p. Jos. Vostatka. Program: 1. Jarní práce ve vinohradě; vyloží p. prof. Jos. Poláček z Přerova. 2. Ze zvěrolékařství no pomocné ruce vod. hod. p. zvěrolékař Berger z Uh. Hradiště. 3. Volné návrhy. 4. Zápis údův a splátka příspěvkův. Na Velehradě, 4. června 1883. Jos. Vykydal, předseda, Jan Vychodil, jednatel. (1072, 621, 1694, 698)
account-item-label: Příjem (50, 1656, 87, 1669)
bourse-price: 119.80 (1645, 1695, 1684, 1708)
bourse-security: Buštěhradská (1391, 1585, 1469, 1598)
bourse-row (1079, 1695, 1687, 1708)
account-income-value (479, 1629, 583, 1642)
account-row (47, 1656, 583, 1670)
account-period: za dobu od 1. do 31. května 1883. (212, 1268, 419, 1282)
signature-name: Egb hrabě Belcredi, (1316, 1389, 1450, 1403)
account-income-value (479, 1546, 583, 1560)
account-item-label: Hotovost dne 31. května 1883 (50, 1670, 220, 1683)
section-divider (1072, 577, 1694, 578)
article-paragraph: čemž utrpěla rozmačkáním pravé nohy těžké poškození na těle a musela býti do zemské nemocnice dopravena. (47, 64, 583, 95)
account-row (47, 1395, 583, 1409)
account-expense-value: 4.000 „ — (420, 1464, 476, 1477)
signature-accountant (455, 1704, 583, 1733)
bourse-row (1079, 1557, 1687, 1571)
bourse-row (1079, 1626, 1687, 1640)
account-expense-value (389, 1340, 479, 1354)
bourse-security: Kníž. zástavní listy (1391, 1736, 1498, 1749)
account-item-label: Práce strojnické (50, 1451, 142, 1463)
account-income-value (479, 1601, 583, 1615)
account-row (47, 1450, 583, 1464)
bourse-security: Jižní dráha (1391, 1599, 1453, 1612)
account-item-label: Za prodaný nepotřebný materiál (50, 1327, 233, 1340)
section-title-dopisy: Dopisy z kraje. (669, 67, 986, 111)
account-row (47, 1642, 583, 1656)
article-paragraph: Konečně, když Pernes přišel aby dluhy dr. Wurm zaplatil, tak jej uchlácholil, že Pernes zám po dvě léta platil úroky. Když pak na začátku ledna domek v Králové Poli byl prodán a viděl, že nic od něho nedostane, oblíbil věc tato c. k. státnímu zástupnictví. Dr. Wurm při dnešním přelíčení jemně radu zens. vmítá. Stojí zas, že dohodnutí co se trvání jedná, věcí by se souhlasil a před Heller předsedá, obhajuje se tím, že v ten smysl se neměl bylo úmyslem, aby tím pohoně obžalovaného, aby nemožností na tu komisní mnoho sešlo co ten nesčetně obhájeným na advokáta, tj. ten kterém otec Ant. Pernesa se podepsal, že dr. Wurm před ten tuto zaplacení nemohl to. Otec však o celém obsahu smlouvy, dobré takový, ba mu byly postřehnuté, z nimi ten depsal se na nějaké listině, aniž by věděl na jaké. (1072, 397, 1694, 536)
bourse-security: Tisy kurs (1082, 1681, 1134, 1694)
article-paragraph: Byla to veskrze skutečná manifestace bratrské vzájemnosti. Členové besedy uh. hradišťské ukázali se byti pravými Slováky a vlastenci, hořce vzdali tmavé Cechům, když se nikdo všem účastníkům zůstane v paměti. Nechť železné ono spojení, které spojují obě brodské hradišťské, zobe jen v obchodním ruchu Uh. Hradiště s Uh. Brodem, nýbrž i ve chodem, aby velikému otavém a dvě sousední ta mněsta, nejen k obchodu ekonomické nýbrž k jedinému trvale na národa roli obrodilo se pevně a nezvratně zájmové řádu. Jak brzkého Slovácko, ale jak již nyní jsme mechaniky, a zvláště národním kytice a rozmanitých kytic. Táto k vlasti. Obětujeme, jak by se mně, vrácený a vlastenec skuteční. Což jistě tento vrátí pro národ, než vlastenecký pevně, že silné a veliké naději, že přes to obětovali Slovácko, obětovali i přiměli hrdé dějin, až mile Slovače z drápů germanisačního molocha. Bohdejž ony dny, bratři z besedy uh. hradišťské svou zlatou na besedu ukázali! Na zdar a na shledanou! (600, 1677, 1055, 1924)
account-income-value (479, 1642, 583, 1656)
article-paragraph: Otrávený pluk. „Nordd. Allg. Ztg.“ přináší dne 5. t. m. z Poznaně zprávu, že tam od 46. pěšího pluku 143 mužů následkem požití otrávených pokrmů onemocnělo. Nebezpečí bylo však již odvráceno. (47, 1172, 583, 1218)
account-expense-value (389, 1629, 479, 1642)
column-left (47, 64, 583, 2144)
account-expense-value (389, 1327, 479, 1340)
column-middle (600, 64, 1055, 2144)
account-row (47, 1313, 583, 1327)
bourse-price: 203.50 (1645, 1626, 1684, 1639)
account-income-value (479, 1587, 583, 1601)
